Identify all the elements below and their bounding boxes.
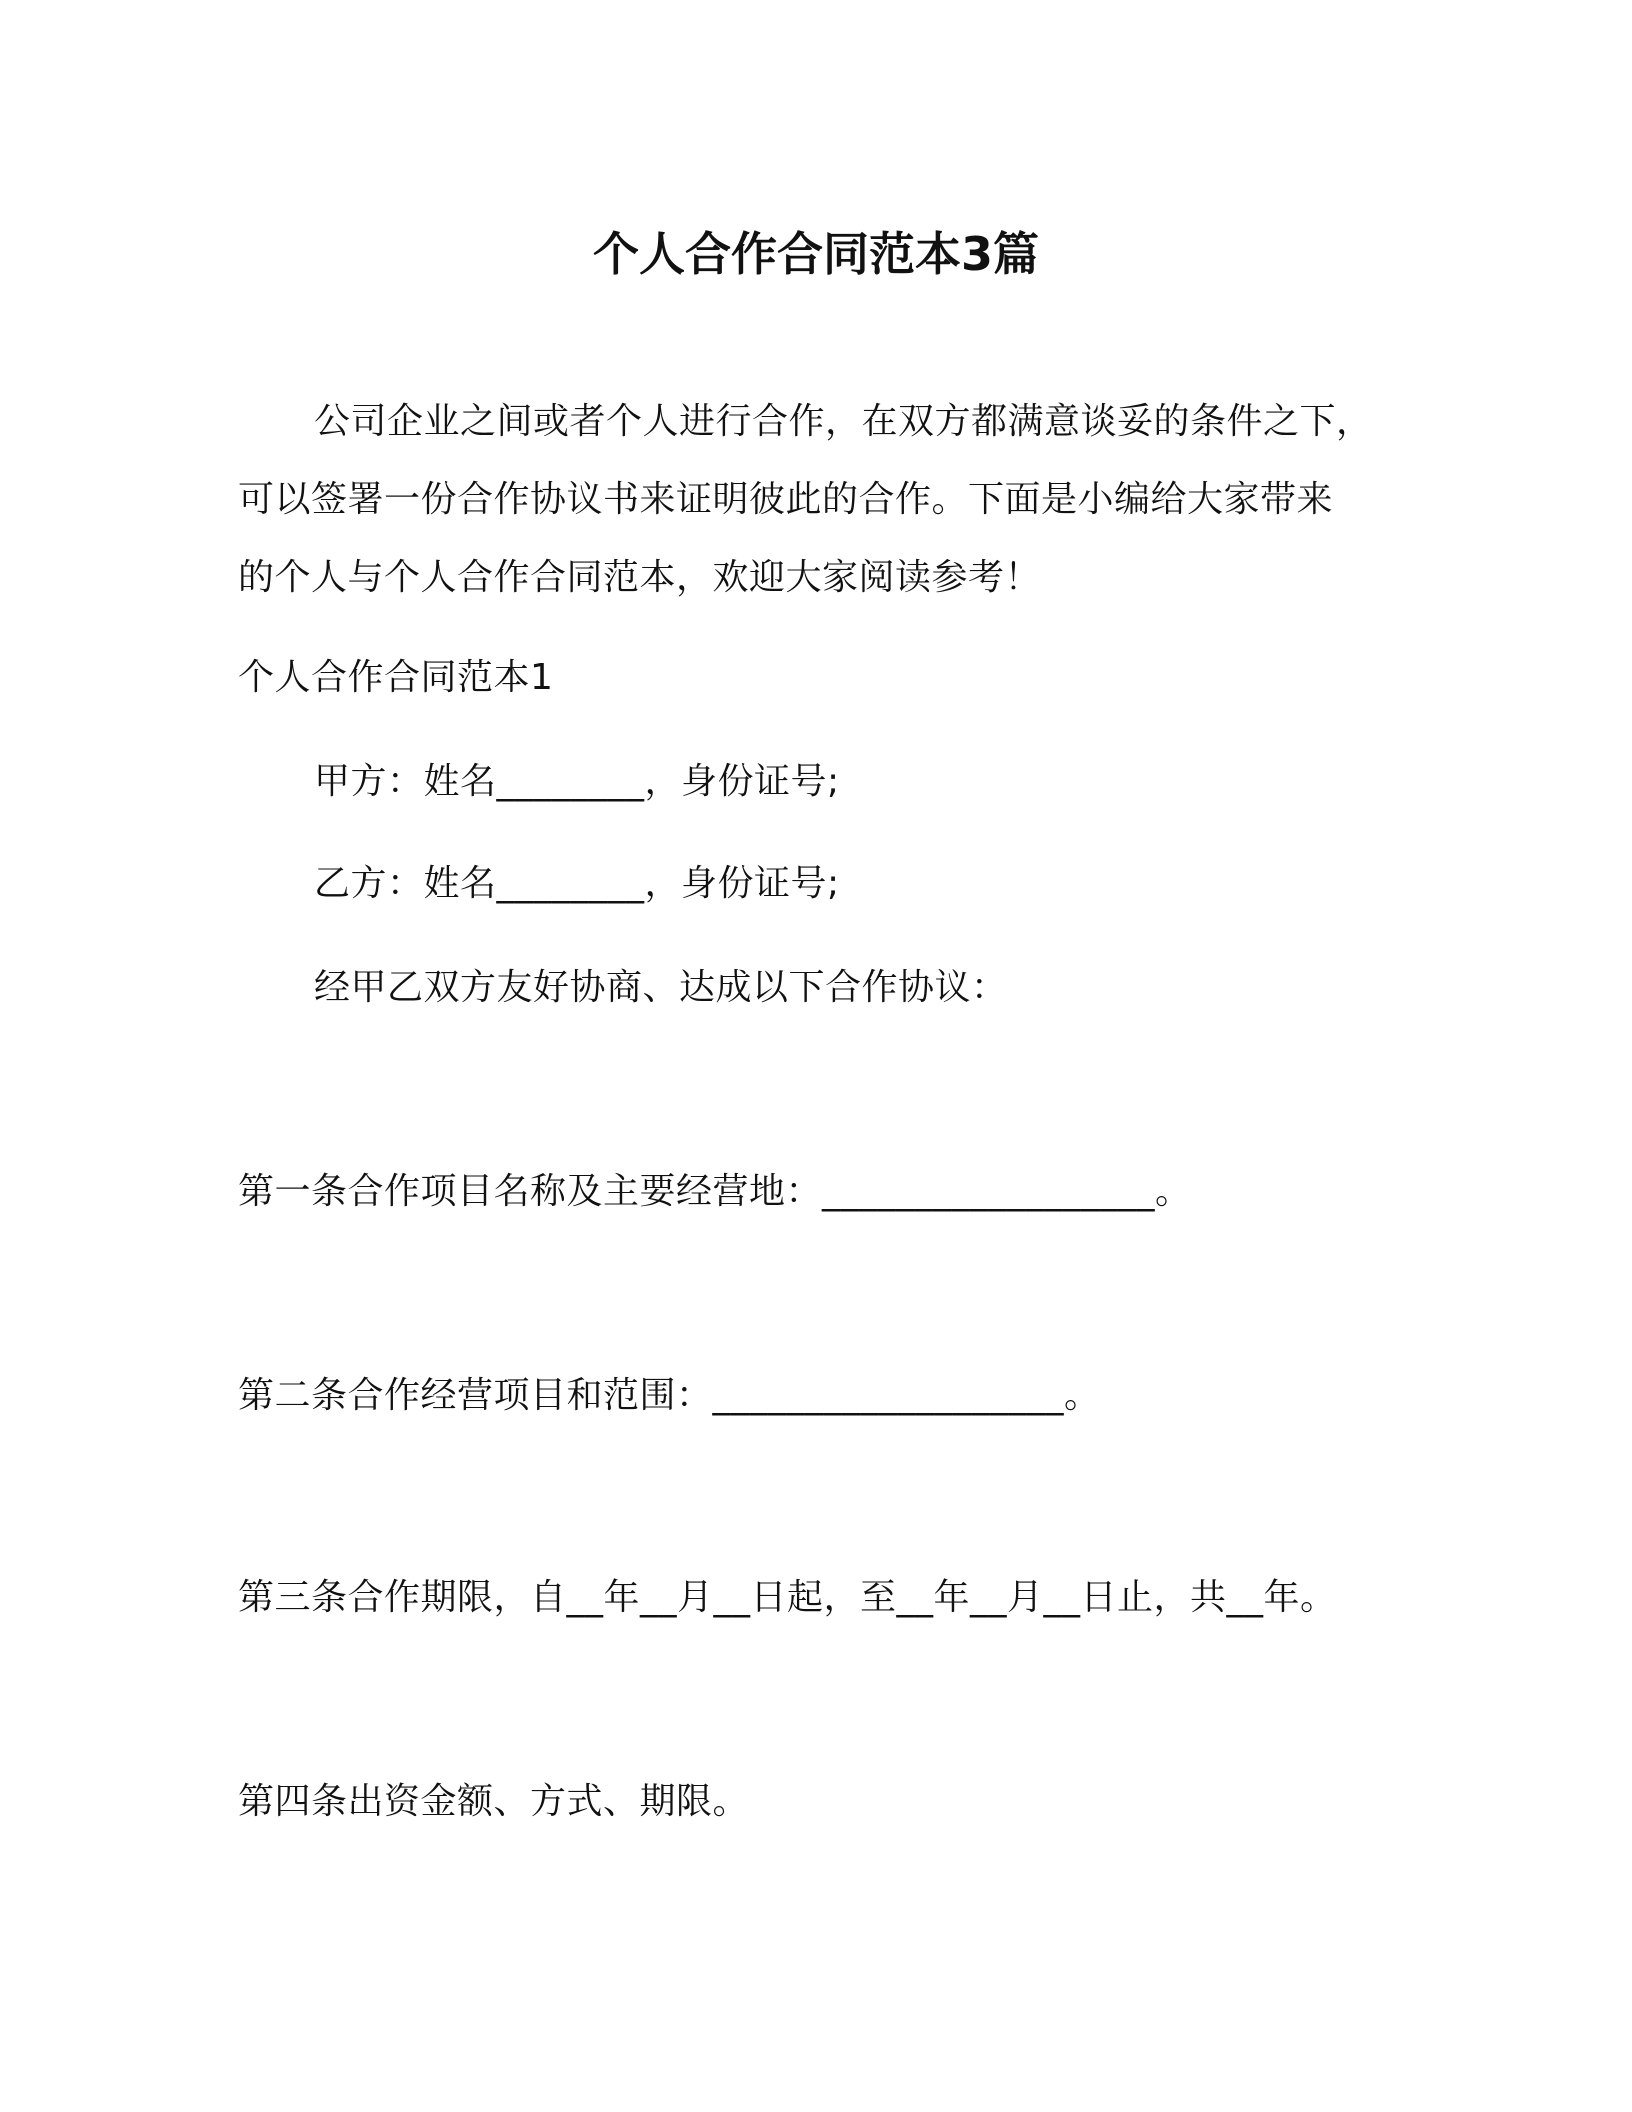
article-2: 第二条合作经营项目和范围：___________________。 [238, 1375, 1101, 1416]
article-4: 第四条出资金额、方式、期限。 [238, 1781, 750, 1822]
party-a-line: 甲方：姓名________，身份证号; [314, 761, 840, 802]
article-1: 第一条合作项目名称及主要经营地：__________________。 [238, 1171, 1192, 1212]
intro-line-2: 可以签署一份合作协议书来证明彼此的合作。下面是小编给大家带来 [238, 479, 1334, 520]
intro-line-1: 公司企业之间或者个人进行合作，在双方都满意谈妥的条件之下， [314, 401, 1373, 442]
section-heading: 个人合作合同范本1 [238, 657, 554, 698]
article-3: 第三条合作期限，自__年__月__日起，至__年__月__日止，共__年。 [238, 1577, 1337, 1618]
party-b-line: 乙方：姓名________，身份证号; [314, 863, 840, 904]
agreement-intro-line: 经甲乙双方友好协商、达成以下合作协议： [314, 967, 1008, 1008]
intro-line-3: 的个人与个人合作合同范本，欢迎大家阅读参考！ [238, 557, 1042, 598]
document-title: 个人合作合同范本3篇 [592, 227, 1039, 281]
